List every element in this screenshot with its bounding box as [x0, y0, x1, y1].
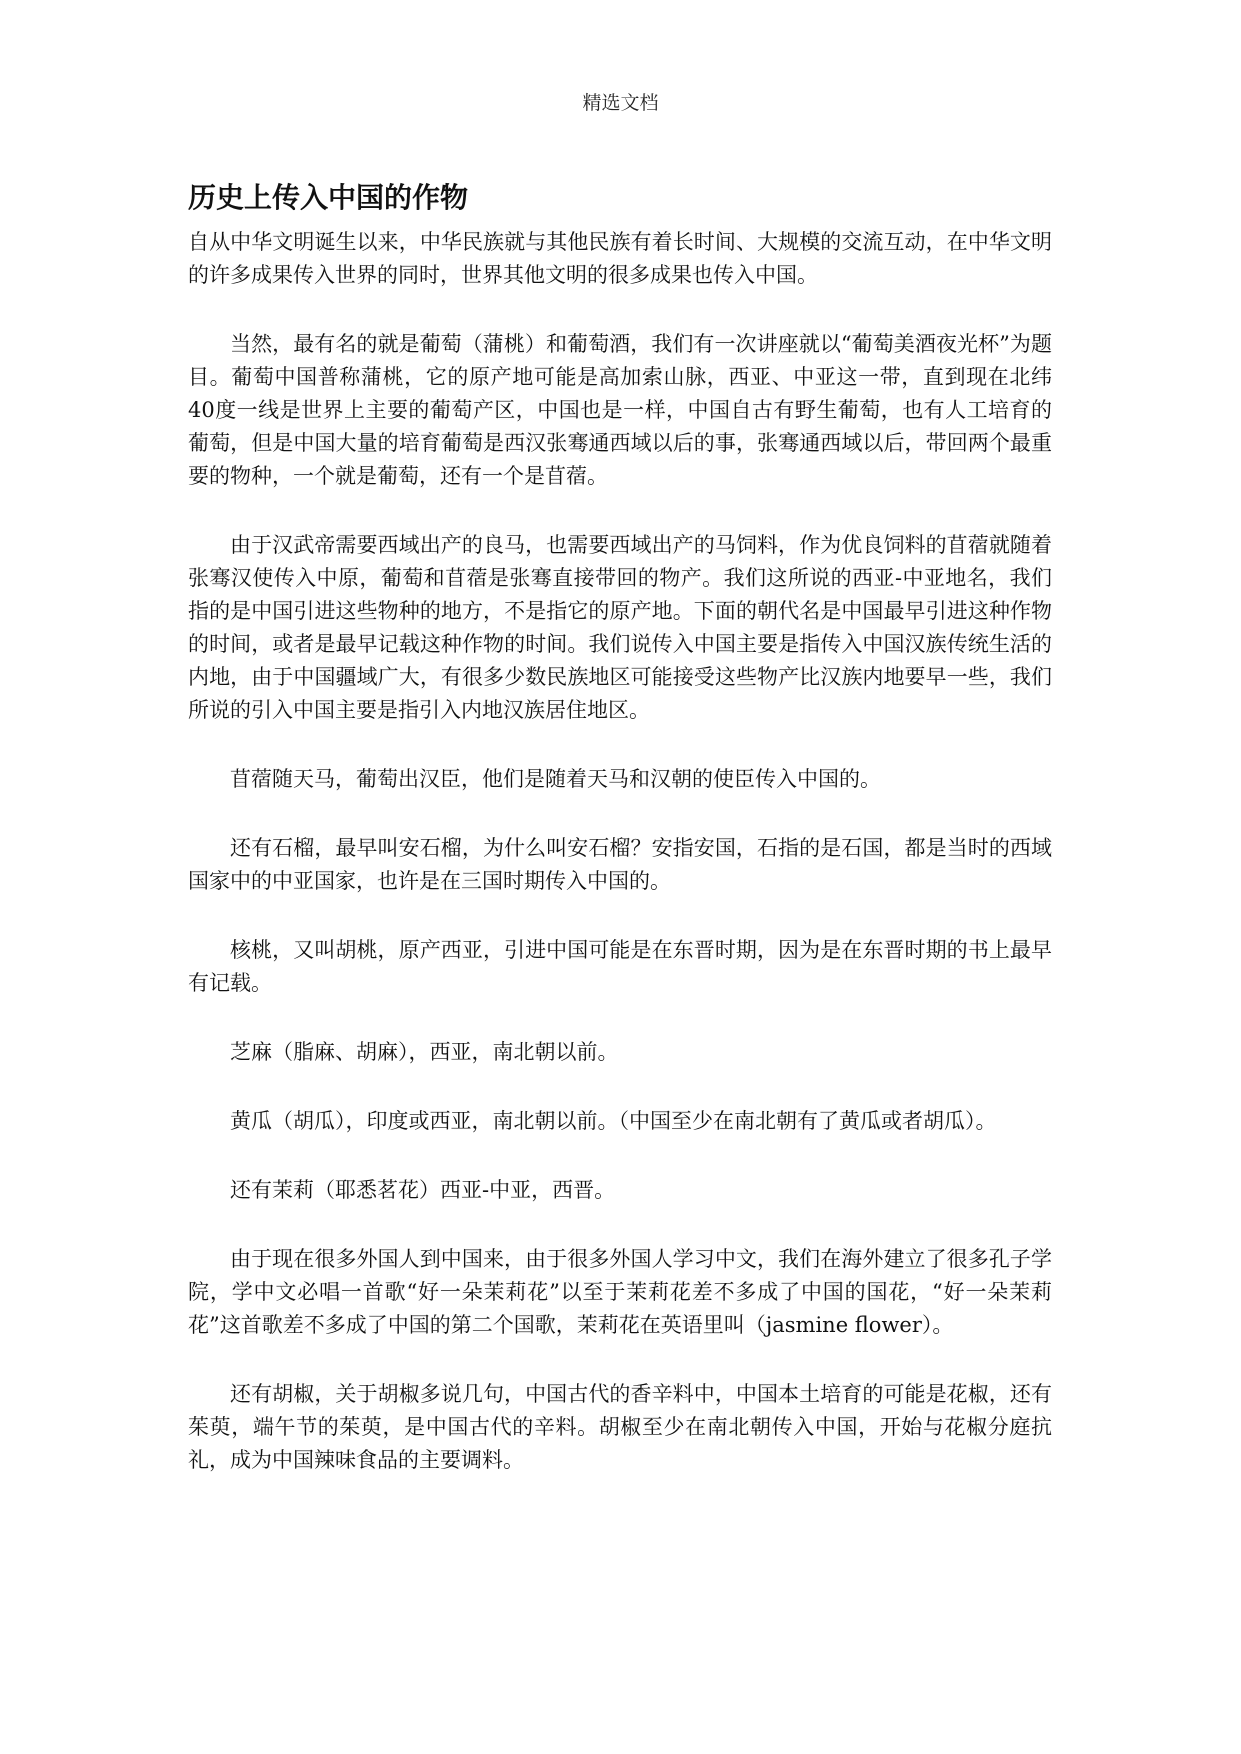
paragraph-jasmine: 还有茉莉（耶悉茗花）西亚-中亚，西晋。 [230, 1178, 616, 1202]
paragraph-cucumber: 黄瓜（胡瓜），印度或西亚，南北朝以前。（中国至少在南北朝有了黄瓜或者胡瓜）。 [230, 1109, 997, 1133]
paragraph-walnut: 核桃，又叫胡桃，原产西亚，引进中国可能是在东晋时期，因为是在东晋时期的书上最早有记载。 [188, 938, 1052, 995]
paragraph-intro: 自从中华文明诞生以来，中华民族就与其他民族有着长时间、大规模的交流互动，在中华文明的许多成果传入世界的同时，世界其他文明的很多成果也传入中国。 [188, 230, 1052, 287]
paragraph-pepper: 还有胡椒，关于胡椒多说几句，中国古代的香辛料中，中国本土培育的可能是花椒，还有茱萸，端午节的茱萸，是中国古代的辛料。胡椒至少在南北朝传入中国，开始与花椒分庭抗礼，成为中国辣味食品的主要调料。 [188, 1382, 1052, 1472]
paragraph-jasmine-song: 由于现在很多外国人到中国来，由于很多外国人学习中文，我们在海外建立了很多孔子学院，学中文必唱一首歌“好一朵茉莉花”以至于茉莉花差不多成了中国的国花，“好一朵茉莉花”这首歌差不多成了中国的第二个国歌，茉莉花在英语里叫（jasmine flower）。 [188, 1247, 1052, 1337]
paragraph-alfalfa: 由于汉武帝需要西域出产的良马，也需要西域出产的马饲料，作为优良饲料的苜蓿就随着张骞汉使传入中原，葡萄和苜蓿是张骞直接带回的物产。我们这所说的西亚-中亚地名，我们指的是中国引进这些物种的地方，不是指它的原产地。下面的朝代名是中国最早引进这种作物的时间，或者是最早记载这种作物的时间。我们说传入中国主要是指传入中国汉族传统生活的内地，由于中国疆域广大，有很多少数民族地区可能接受这些物产比汉族内地要早一些，我们所说的引入中国主要是指引入内地汉族居住地区。 [188, 533, 1052, 722]
document-title: 历史上传入中国的作物 [188, 181, 469, 214]
paragraph-sesame: 芝麻（脂麻、胡麻），西亚，南北朝以前。 [230, 1040, 619, 1064]
paragraph-pomegranate: 还有石榴，最早叫安石榴，为什么叫安石榴？安指安国，石指的是石国，都是当时的西域国家中的中亚国家，也许是在三国时期传入中国的。 [188, 836, 1052, 893]
paragraph-heavenly-horse: 苜蓿随天马，葡萄出汉臣，他们是随着天马和汉朝的使臣传入中国的。 [230, 767, 881, 791]
document-body [188, 178, 1052, 1513]
paragraph-grape: 当然，最有名的就是葡萄（蒲桃）和葡萄酒，我们有一次讲座就以“葡萄美酒夜光杯”为题目。葡萄中国普称蒲桃，它的原产地可能是高加索山脉，西亚、中亚这一带，直到现在北纬40度一线是世界上主要的葡萄产区，中国也是一样，中国自古有野生葡萄，也有人工培育的葡萄，但是中国大量的培育葡萄是西汉张骞通西域以后的事，张骞通西域以后，带回两个最重要的物种，一个就是葡萄，还有一个是苜蓿。 [188, 332, 1052, 488]
page-header: 精选文档 [582, 92, 659, 114]
